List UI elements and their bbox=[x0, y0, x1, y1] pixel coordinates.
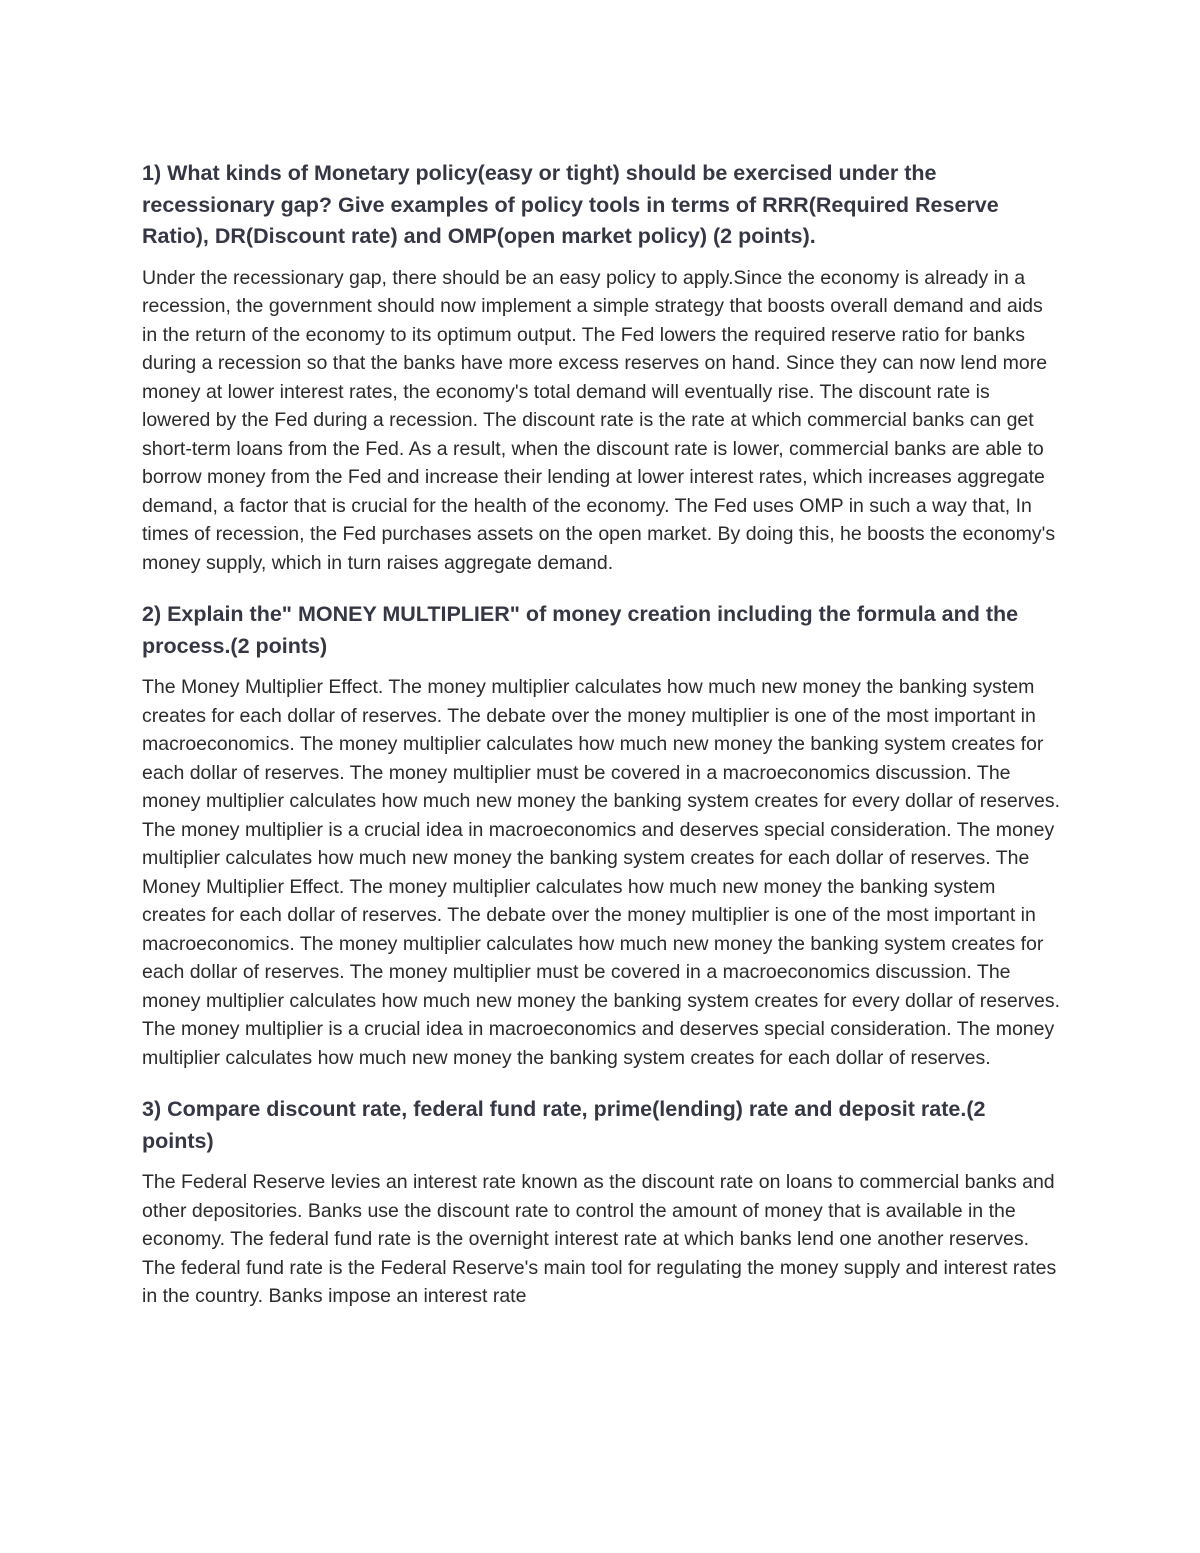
answer-3-paragraph: The Federal Reserve levies an interest rate known as the discount rate on loans to commercial banks and other depositories. Banks use the discount rate to control the amount of money that is available in the economy. The federal fund rate is the overnight interest rate at which banks lend one another reserves. The federal fund rate is the Federal Reserve's main tool for regulating the money supply and interest rates in the country. Banks impose an interest rate bbox=[142, 1171, 1057, 1307]
question-2-heading: 2) Explain the" MONEY MULTIPLIER" of money creation including the formula and the process.(2 points) bbox=[142, 602, 1019, 658]
answer-2-paragraph: The Money Multiplier Effect. The money multiplier calculates how much new money the banking system creates for each dollar of reserves. The debate over the money multiplier is one of the most important in macroeconomics. The money multiplier calculates how much new money the banking system creates for each dollar of reserves. The money multiplier must be covered in a macroeconomics discussion. The money multiplier calculates how much new money the banking system creates for every dollar of reserves. The money multiplier is a crucial idea in macroeconomics and deserves special consideration. The money multiplier calculates how much new money the banking system creates for each dollar of reserves. The Money Multiplier Effect. The money multiplier calculates how much new money the banking system creates for each dollar of reserves. The debate over the money multiplier is one of the most important in macroeconomics. The money multiplier calculates how much new money the banking system creates for each dollar of reserves. The money multiplier must be covered in a macroeconomics discussion. The money multiplier calculates how much new money the banking system creates for every dollar of reserves. The money multiplier is a crucial idea in macroeconomics and deserves special consideration. The money multiplier calculates how much new money the banking system creates for each dollar of reserves. bbox=[142, 676, 1060, 1069]
question-3-heading: 3) Compare discount rate, federal fund rate, prime(lending) rate and deposit rate.(2 points) bbox=[142, 1097, 986, 1153]
answer-1-paragraph: Under the recessionary gap, there should be an easy policy to apply.Since the economy is already in a recession, the government should now implement a simple strategy that boosts overall demand and aids in the return of the economy to its optimum output. The Fed lowers the required reserve ratio for banks during a recession so that the banks have more excess reserves on hand. Since they can now lend more money at lower interest rates, the economy's total demand will eventually rise. The discount rate is lowered by the Fed during a recession. The discount rate is the rate at which commercial banks can get short-term loans from the Fed. As a result, when the discount rate is lower, commercial banks are able to borrow money from the Fed and increase their lending at lower interest rates, which increases aggregate demand, a factor that is crucial for the health of the economy. The Fed uses OMP in such a way that, In times of recession, the Fed purchases assets on the open market. By doing this, he boosts the economy's money supply, which in turn raises aggregate demand. bbox=[142, 266, 1056, 574]
section-3 bbox=[142, 1094, 1062, 1311]
document-body bbox=[142, 158, 1062, 1333]
section-1 bbox=[142, 158, 1062, 577]
question-1-heading: 1) What kinds of Monetary policy(easy or tight) should be exercised under the recessionary gap? Give examples of policy tools in terms of RRR(Required Reserve Ratio), DR(Discount rate) and OMP(open market policy) (2 points). bbox=[142, 161, 999, 248]
section-2 bbox=[142, 599, 1062, 1072]
